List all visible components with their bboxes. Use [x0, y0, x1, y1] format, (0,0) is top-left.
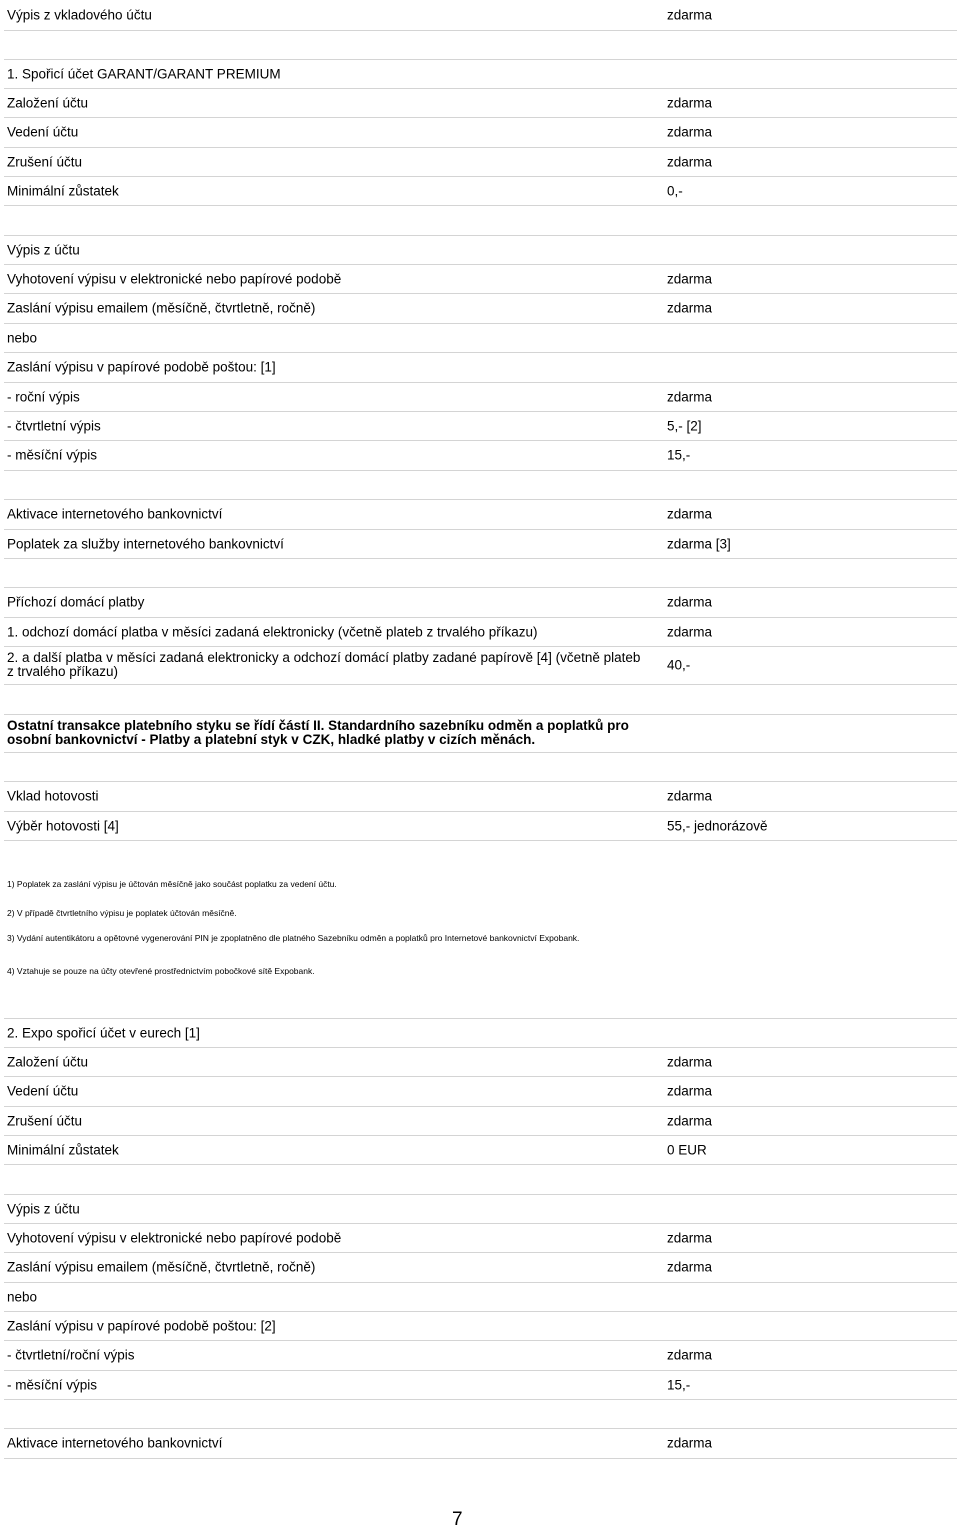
row-value: zdarma: [667, 1347, 713, 1363]
row-label: Příchozí domácí platby: [7, 594, 145, 610]
row-value: zdarma: [667, 1259, 713, 1275]
row-label: nebo: [7, 1289, 38, 1304]
row-value: zdarma: [667, 95, 713, 110]
table-row: [4, 714, 957, 753]
row-value: zdarma: [667, 624, 713, 639]
table-row: [4, 1252, 957, 1283]
table-row-empty: [4, 840, 957, 870]
table-row: [4, 1311, 957, 1341]
row-value: 5,- [2]: [667, 418, 702, 433]
table-row: [4, 587, 957, 618]
row-label: Zaslání výpisu v papírové podobě poštou: [2]: [7, 1318, 276, 1333]
table-row: [4, 1106, 957, 1136]
row-value: zdarma: [667, 7, 713, 23]
table-row-empty: [4, 558, 957, 588]
row-label: Zaslání výpisu v papírové podobě poštou: [1]: [7, 359, 276, 375]
row-value: 40,-: [667, 657, 691, 673]
row-label: Výběr hotovosti [4]: [7, 818, 119, 833]
table-row: [4, 440, 957, 471]
table-row: [4, 529, 957, 559]
row-label: Zaslání výpisu emailem (měsíčně, čtvrtletně, ročně): [7, 1259, 316, 1275]
table-row-empty: [4, 470, 957, 500]
table-row: [4, 811, 957, 841]
row-value: zdarma: [667, 389, 713, 404]
row-value: zdarma: [667, 506, 713, 522]
section-heading-row: [4, 59, 957, 89]
table-row: [4, 0, 957, 31]
table-row: [4, 176, 957, 206]
row-label: Vyhotovení výpisu v elektronické nebo papírové podobě: [7, 271, 342, 286]
row-label: - měsíční výpis: [7, 447, 98, 463]
footnotes: [4, 870, 957, 1019]
row-label: Poplatek za služby internetového bankovnictví: [7, 536, 284, 551]
table-row: [4, 1370, 957, 1400]
table-row: [4, 1194, 957, 1224]
table-row: [4, 352, 957, 383]
row-label: Ostatní transakce platebního styku se řídí částí II. Standardního sazebníku odměn a poplatků pro osobní bankovnictví - Platby a platební styk v CZK, hladké platby v cizích měnách.: [7, 718, 629, 747]
row-value: zdarma: [667, 1435, 713, 1451]
table-row-empty: [4, 1399, 957, 1429]
table-row: [4, 1282, 957, 1312]
table-row: [4, 293, 957, 324]
table-row-empty: [4, 1164, 957, 1195]
row-label: Vedení účtu: [7, 124, 79, 140]
table-row: [4, 1340, 957, 1371]
footnote: 2) V případě čtvrtletního výpisu je poplatek účtován měsíčně.: [7, 908, 237, 918]
row-value: 0,-: [667, 183, 683, 198]
row-label: 2. a další platba v měsíci zadaná elektronicky a odchozí domácí platby zadané papírově [4] (včetně plateb z trvalého příkazu): [7, 650, 641, 679]
table-row: [4, 646, 957, 685]
table-row: [4, 499, 957, 530]
row-value: zdarma: [667, 1083, 713, 1099]
row-value: zdarma: [667, 124, 713, 140]
table-row: [4, 1223, 957, 1253]
table-row: [4, 147, 957, 177]
row-value: zdarma [3]: [667, 536, 731, 551]
row-label: Vyhotovení výpisu v elektronické nebo papírové podobě: [7, 1230, 342, 1245]
row-value: zdarma: [667, 271, 713, 286]
table-row: [4, 617, 957, 647]
row-label: Výpis z účtu: [7, 242, 80, 257]
row-label: - roční výpis: [7, 389, 80, 404]
row-label: - čtvrtletní výpis: [7, 418, 101, 433]
table-row: [4, 1135, 957, 1165]
row-value: zdarma: [667, 1113, 713, 1128]
row-label: Zaslání výpisu emailem (měsíčně, čtvrtletně, ročně): [7, 300, 316, 316]
row-value: zdarma: [667, 1230, 713, 1245]
table-row: [4, 411, 957, 441]
row-label: Minimální zůstatek: [7, 183, 119, 198]
page-number: 7: [452, 1509, 463, 1530]
row-value: 15,-: [667, 447, 691, 463]
table-row: [4, 1047, 957, 1077]
row-value: zdarma: [667, 788, 713, 804]
row-value: zdarma: [667, 594, 713, 610]
footnote: 3) Vydání autentikátoru a opětovné vygenerování PIN je zpoplatněno dle platného Sazebníku odměn a poplatků pro Internetové bankovnictví Expobank.: [7, 933, 580, 943]
row-label: - čtvrtletní/roční výpis: [7, 1347, 135, 1363]
table-row: [4, 264, 957, 294]
table-row: [4, 1076, 957, 1107]
row-label: Aktivace internetového bankovnictví: [7, 1435, 223, 1451]
row-label: Vklad hotovosti: [7, 788, 99, 804]
row-label: Zrušení účtu: [7, 1113, 83, 1128]
row-label: 1. odchozí domácí platba v měsíci zadaná elektronicky (včetně plateb z trvalého příkazu): [7, 624, 538, 639]
row-label: Vedení účtu: [7, 1083, 79, 1099]
table-row-empty: [4, 684, 957, 715]
footnote: 4) Vztahuje se pouze na účty otevřené prostřednictvím pobočkové sítě Expobank.: [7, 966, 315, 976]
table-row: [4, 382, 957, 412]
row-label: Zrušení účtu: [7, 154, 83, 169]
row-value: zdarma: [667, 300, 713, 316]
row-label: Výpis z účtu: [7, 1201, 80, 1216]
row-label: - měsíční výpis: [7, 1377, 98, 1392]
table-row-empty: [4, 205, 957, 236]
row-value: 0 EUR: [667, 1142, 707, 1157]
table-row: [4, 117, 957, 148]
section-heading-row: [4, 1018, 957, 1048]
row-label: Založení účtu: [7, 1054, 89, 1069]
section-heading: 1. Spořicí účet GARANT/GARANT PREMIUM: [7, 66, 281, 81]
footnote: 1) Poplatek za zaslání výpisu je účtován měsíčně jako součást poplatku za vedení účtu.: [7, 879, 337, 889]
row-value: zdarma: [667, 154, 713, 169]
table-row: [4, 781, 957, 812]
table-row: [4, 1428, 957, 1459]
row-label: nebo: [7, 330, 38, 345]
table-row: [4, 235, 957, 265]
row-value: zdarma: [667, 1054, 713, 1069]
row-value: 15,-: [667, 1377, 691, 1392]
row-value: 55,- jednorázově: [667, 818, 768, 833]
table-row-empty: [4, 752, 957, 782]
row-label: Aktivace internetového bankovnictví: [7, 506, 223, 522]
table-row-empty: [4, 30, 957, 60]
table-row: [4, 88, 957, 118]
table-row: [4, 323, 957, 353]
section-heading: 2. Expo spořicí účet v eurech [1]: [7, 1025, 200, 1040]
row-label: Výpis z vkladového účtu: [7, 7, 152, 23]
row-label: Minimální zůstatek: [7, 1142, 119, 1157]
row-label: Založení účtu: [7, 95, 89, 110]
